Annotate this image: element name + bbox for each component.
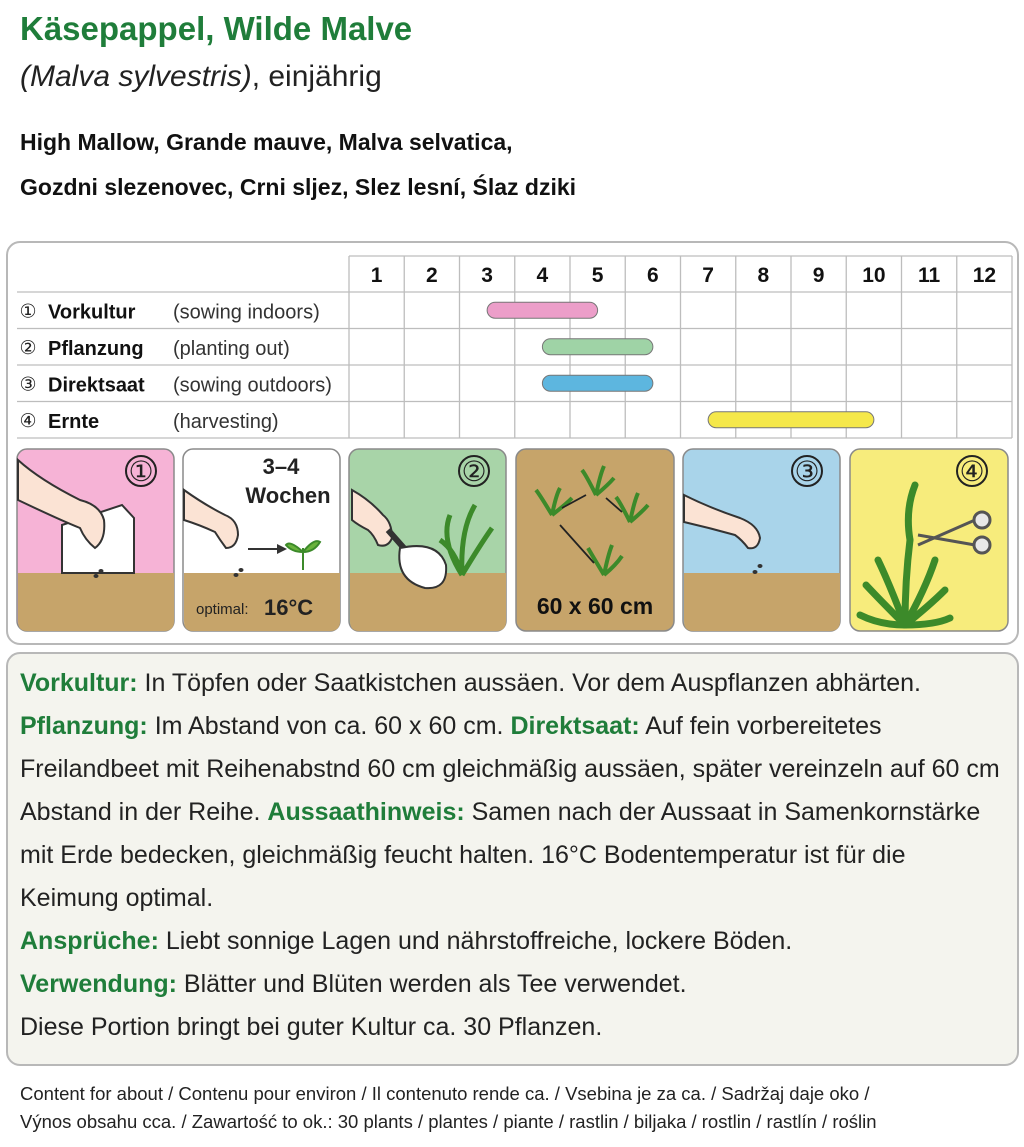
text-direktsaat: Auf fein vorbereitetes Freilandbeet mit Reihenabstnd 60 cm gleichmäßig aussäen, später vereinzeln auf 60 cm Abstand in der Reihe. <box>20 712 1000 826</box>
panel-1-number: ① <box>128 456 154 487</box>
text-aussaathinweis: Samen nach der Aussaat in Samenkornstärke mit Erde bedecken, gleichmäßig feucht halten. 16°C Bodentemperatur ist für die Keimung optimal. <box>20 798 981 912</box>
instruction-paragraph-3 <box>20 920 1010 963</box>
month-label: 11 <box>918 264 941 287</box>
row-label: Direktsaat <box>48 374 145 397</box>
row-number: ④ <box>19 410 37 432</box>
row-translation: (sowing outdoors) <box>173 374 332 397</box>
month-label: 3 <box>481 264 493 287</box>
panel-3-number: ③ <box>794 456 820 487</box>
row-number: ① <box>19 301 37 323</box>
text-pflanzung: Im Abstand von ca. 60 x 60 cm. <box>147 712 511 740</box>
spacing-label: 60 x 60 cm <box>536 593 654 619</box>
month-label: 5 <box>591 264 604 287</box>
footer-content <box>20 1080 877 1136</box>
text-verwendung: Blätter und Blüten werden als Tee verwendet. <box>176 970 687 998</box>
optimal-label: optimal: <box>196 601 249 618</box>
month-label: 4 <box>536 264 549 287</box>
panel-sowing-outdoors <box>683 449 840 631</box>
panel-sowing-indoors <box>17 449 174 631</box>
label-aussaathinweis: Aussaathinweis: <box>267 798 465 826</box>
row-number: ③ <box>19 374 37 396</box>
weeks-bottom: Wochen <box>245 483 331 508</box>
month-label: 9 <box>812 264 825 287</box>
label-verwendung: Verwendung: <box>20 970 177 998</box>
instruction-paragraph-5: Diese Portion bringt bei guter Kultur ca. 30 Pflanzen. <box>20 1013 603 1041</box>
panel-4-number: ④ <box>959 456 985 487</box>
instructions-text <box>20 662 1010 1049</box>
month-label: 10 <box>862 264 886 287</box>
row-label: Pflanzung <box>48 337 144 360</box>
latin-name: (Malva sylvestris) <box>20 60 252 93</box>
panel-spacing <box>516 449 674 631</box>
row-translation: (harvesting) <box>173 410 279 433</box>
footer-line-2: Výnos obsahu cca. / Zawartość to ok.: 30 plants / plantes / piante / rastlin / biljaka / rostlin / rastlín / roślin <box>20 1111 877 1132</box>
row-translation: (planting out) <box>173 337 290 360</box>
label-direktsaat: Direktsaat: <box>510 712 640 740</box>
text-vorkultur: In Töpfen oder Saatkistchen aussäen. Vor dem Auspflanzen abhärten. <box>137 669 921 697</box>
month-label: 6 <box>647 264 659 287</box>
row-label: Ernte <box>48 410 100 433</box>
panel-germination <box>183 449 340 631</box>
label-ansprueche: Ansprüche: <box>20 927 159 955</box>
month-label: 12 <box>972 264 997 287</box>
panel-planting-out <box>349 449 506 631</box>
text-ansprueche: Liebt sonnige Lagen und nährstoffreiche, lockere Böden. <box>158 927 793 955</box>
instruction-paragraph-4 <box>20 963 1010 1006</box>
panel-2-number: ② <box>461 456 487 487</box>
latin-suffix: , einjährig <box>251 60 382 93</box>
instruction-paragraph-1 <box>20 662 1010 705</box>
product-title: Käsepappel, Wilde Malve <box>20 10 413 47</box>
common-names-line-1: High Mallow, Grande mauve, Malva selvatica, <box>20 129 513 155</box>
row-number: ② <box>19 337 37 359</box>
month-label: 2 <box>426 264 438 287</box>
weeks-top: 3–4 <box>262 454 300 479</box>
instruction-paragraph-2 <box>20 705 1010 920</box>
label-pflanzung: Pflanzung: <box>20 712 148 740</box>
month-label: 7 <box>702 264 714 287</box>
label-vorkultur: Vorkultur: <box>20 669 138 697</box>
row-label: Vorkultur <box>48 301 136 324</box>
optimal-temperature: 16°C <box>264 595 314 620</box>
row-translation: (sowing indoors) <box>173 301 320 324</box>
month-label: 8 <box>757 264 770 287</box>
panel-harvesting <box>850 449 1008 631</box>
month-label: 1 <box>370 264 383 287</box>
footer-line-1: Content for about / Contenu pour environ / Il contenuto rende ca. / Vsebina je za ca. / Sadržaj daje oko / <box>20 1083 870 1104</box>
common-names-line-2: Gozdni slezenovec, Crni sljez, Slez lesní, Ślaz dziki <box>20 174 577 200</box>
